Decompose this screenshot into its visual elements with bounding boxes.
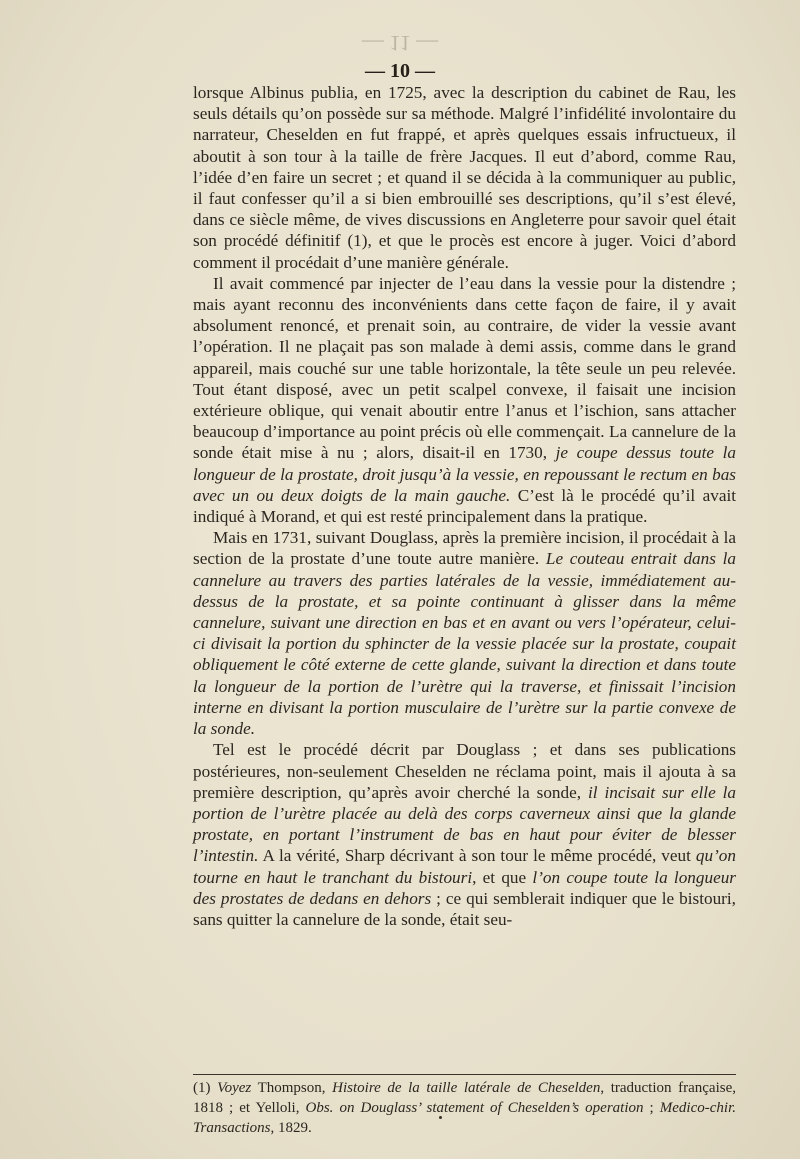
paragraph-4-text-3: , et que	[472, 867, 533, 887]
footnote-rule	[193, 1074, 736, 1075]
footnote-title-1: Histoire de la taille latérale de Cheselden	[332, 1080, 601, 1096]
paragraph-1-text: lorsque Albinus publia, en 1725, avec la description du cabinet de Rau, les seuls détails qu’on possède sur sa méthode. Malgré l’infidélité involontaire du narrateur, Cheselden en fut frappé, et après quelques essais infructueux, il aboutit à son tour à la taille de frère Jacques. Il eut d’abord, comme Rau, l’idée d’en faire un secret ; et quand il se décida à la communiquer au public, il faut confesser qu’il a si bien embrouillé ses descriptions, qu’il s’est élevé, dans ce siècle même, de vives discussions en Angleterre pour savoir quel était son procédé définitif (1), et que le procès est encore à juger. Voici d’abord comment il procédait d’une manière générale.	[193, 83, 736, 272]
paragraph-3-quote: Le couteau entrait dans la cannelure au travers des parties latérales de la vessie, immédiatement au-dessus de la prostate, et sa pointe continuant à glisser dans la même cannelure, suivant une direction en bas et en avant ou vers l’opérateur, celui-ci divisait la portion du sphincter de la vessie placée sur la prostate, coupait obliquement le côté externe de cette glande, suivant la direction et dans toute la longueur de la portion de l’urètre qui la traverse, et finissait l’incision interne en divisant la portion musculaire de l’urètre sur la partie convexe de la sonde.	[193, 549, 736, 739]
paragraph-2-quote: je coupe dessus toute la longueur de la prostate, droit jusqu’à la vessie, en repoussant le rectum en bas avec un ou deux doigts de la main gauche.	[193, 443, 736, 505]
page-number: — 10 —	[365, 60, 435, 82]
footnote-year: , 1829.	[270, 1120, 312, 1136]
paragraph-3-text: Mais en 1731, suivant Douglass, après la première incision, il procédait à la section de la prostate d’une toute autre manière.	[193, 528, 736, 569]
paragraph-2-text: Il avait commencé par injecter de l’eau dans la vessie pour la distendre ; mais ayant reconnu des inconvénients dans cette façon de faire, il y avait absolument renoncé, et prenait soin, au contraire, de vider la vessie avant l’opération. Il ne plaçait pas son malade à demi assis, comme dans le grand appareil, mais couché sur une table horizontale, la tête seule un peu relevée. Tout étant disposé, avec un petit scalpel convexe, il faisait une incision extérieure oblique, qui venait aboutir entre l’anus et l’ischion, sans attacher beaucoup d’importance au point précis où elle commençait. La cannelure de la sonde était mise à nu ; alors, disait-il en 1730,	[193, 273, 736, 463]
footnote-voyez: Voyez	[217, 1080, 252, 1096]
paragraph-2-text-end: C’est là le procédé qu’il avait indiqué à Morand, et qui est resté principalement dans la pratique.	[193, 485, 737, 527]
footnote-title-2: Obs. on Douglass’ statement of Cheselden’s operation	[305, 1100, 644, 1116]
footnote-sep: ;	[643, 1100, 660, 1116]
paragraph-1	[193, 82, 736, 273]
paragraph-4-quote: il incisait sur elle la portion de l’urètre placée au delà des corps caverneux ainsi que la glande prostate, en portant l’instrument de bas en haut pour éviter de blesser l’intestin.	[193, 782, 736, 866]
footnote-author-1: Thompson,	[251, 1080, 333, 1096]
paragraph-4-text: Tel est le procédé décrit par Douglass ; et dans ses publications postérieures, non-seulement Cheselden ne réclama point, mais il ajouta à sa première description, qu’après avoir cherché la sonde,	[193, 740, 736, 802]
paragraph-4-text-end: ; ce qui semblerait indiquer que le bistouri, sans quitter la cannelure de la sonde, était seu-	[193, 888, 736, 929]
paragraph-4-quote-2: qu’on tourne en haut le tranchant du bistouri	[193, 846, 736, 887]
paragraph-2	[193, 273, 736, 527]
footnote-marker: (1)	[193, 1080, 218, 1096]
paragraph-4-text-2: A la vérité, Sharp décrivant à son tour le même procédé, veut	[258, 846, 696, 866]
paragraph-3	[193, 527, 736, 739]
footnote-text-1: , traduction française, 1818 ; et Yelloli,	[193, 1080, 736, 1116]
bleed-through-page-number: — 11 —	[361, 31, 439, 56]
footnote-journal: Medico-chir. Transactions	[193, 1100, 736, 1136]
paragraph-4-quote-3: l’on coupe toute la longueur des prostates de dedans en dehors	[193, 867, 736, 908]
paragraph-4	[193, 739, 736, 930]
printer-dot	[439, 1116, 442, 1119]
footnote	[193, 1078, 736, 1138]
body-text	[193, 82, 736, 930]
